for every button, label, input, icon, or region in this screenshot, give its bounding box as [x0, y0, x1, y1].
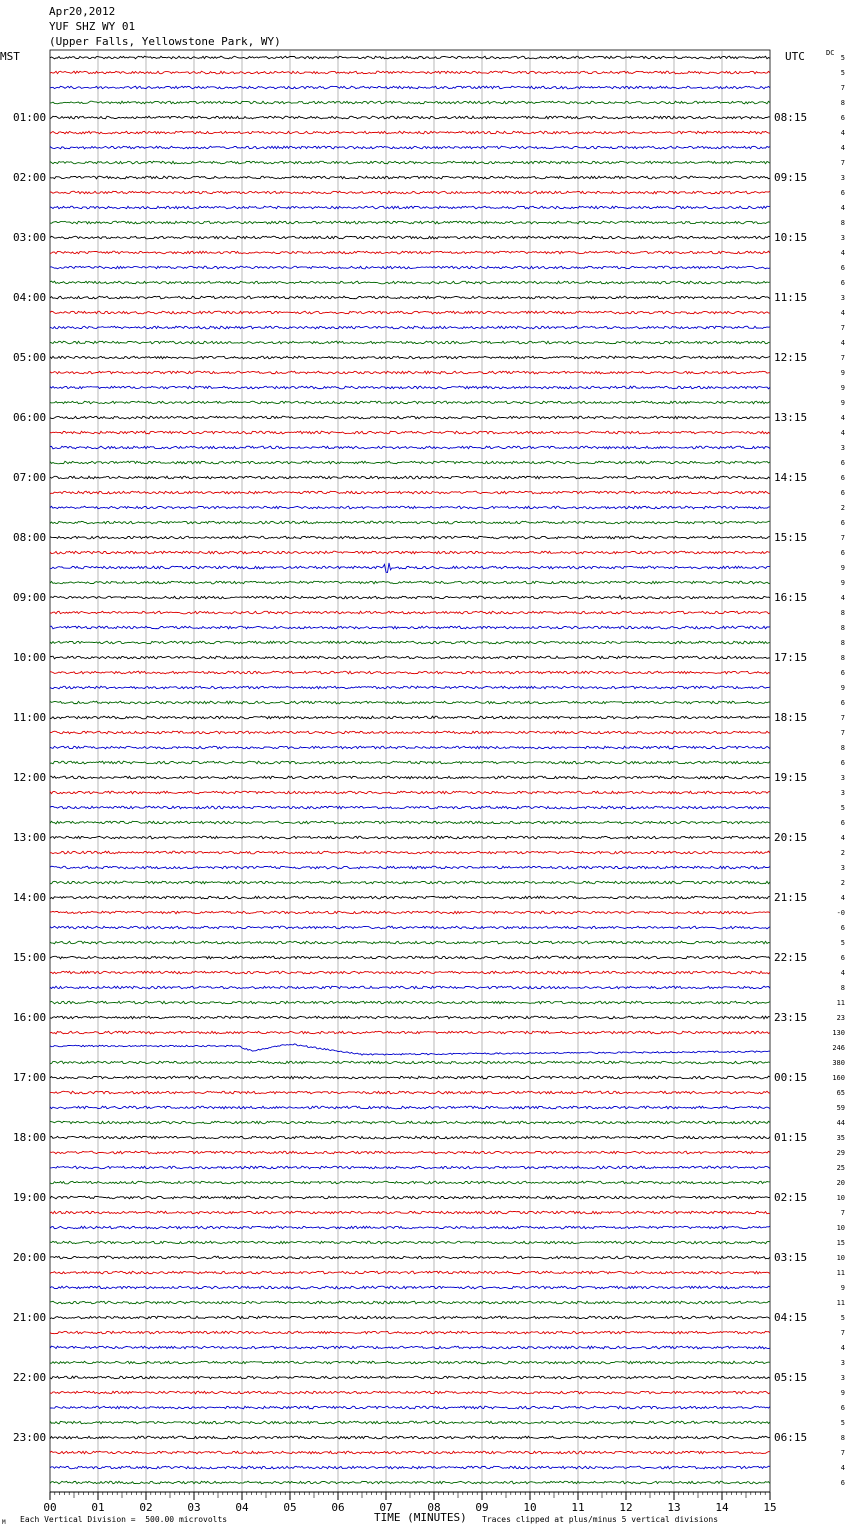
- mst-hour-label: 07:00: [13, 470, 47, 484]
- seismic-trace-37: [50, 611, 770, 614]
- dc-offset-value: 246: [832, 1043, 845, 1052]
- dc-offset-value: 8: [840, 653, 845, 662]
- left-timezone-label: MST: [0, 50, 20, 63]
- seismic-trace-81: [50, 1271, 770, 1274]
- seismic-trace-61: [50, 971, 770, 974]
- dc-offset-value: 11: [836, 1268, 845, 1277]
- dc-offset-value: 44: [836, 1118, 845, 1127]
- seismic-trace-31: [50, 521, 770, 524]
- seismic-trace-90: [50, 1406, 770, 1409]
- seismic-trace-70: [50, 1106, 770, 1109]
- seismic-trace-55: [50, 881, 770, 884]
- seismic-trace-48: [50, 776, 770, 779]
- dc-offset-value: 7: [840, 323, 845, 332]
- utc-hour-label: 00:15: [774, 1070, 808, 1084]
- seismic-trace-4: [50, 116, 770, 119]
- seismic-trace-0: [50, 56, 770, 59]
- seismic-trace-23: [50, 401, 770, 404]
- seismic-trace-69: [50, 1091, 770, 1094]
- seismic-traces: [50, 56, 770, 1484]
- seismic-trace-41: [50, 671, 770, 674]
- dc-offset-value: 6: [840, 263, 845, 272]
- utc-hour-label: 03:15: [774, 1250, 808, 1264]
- mst-hour-label: 17:00: [13, 1070, 47, 1084]
- dc-offset-value: 9: [840, 383, 845, 392]
- seismic-trace-88: [50, 1376, 770, 1379]
- seismic-trace-20: [50, 356, 770, 359]
- seismic-trace-56: [50, 896, 770, 899]
- x-tick-label: 07: [379, 1501, 393, 1514]
- dc-offset-value: 9: [840, 1388, 845, 1397]
- utc-hour-label: 19:15: [774, 770, 808, 784]
- dc-offset-value: -0: [836, 908, 845, 917]
- seismic-trace-54: [50, 866, 770, 869]
- seismic-trace-5: [50, 131, 770, 134]
- x-tick-label: 12: [619, 1501, 633, 1514]
- mst-hour-label: 02:00: [13, 170, 47, 184]
- seismic-trace-82: [50, 1286, 770, 1289]
- seismic-trace-83: [50, 1301, 770, 1304]
- seismic-trace-6: [50, 146, 770, 149]
- x-tick-label: 04: [235, 1501, 249, 1514]
- dc-offset-value: 3: [840, 788, 845, 797]
- dc-offset-value: 160: [832, 1073, 845, 1082]
- dc-header-label: DC: [826, 49, 835, 57]
- dc-offset-value: 8: [840, 1433, 845, 1442]
- dc-offset-value: 6: [840, 188, 845, 197]
- dc-offset-value: 3: [840, 863, 845, 872]
- seismic-trace-91: [50, 1421, 770, 1424]
- dc-offset-value: 9: [840, 398, 845, 407]
- mst-hour-label: 08:00: [13, 530, 47, 544]
- dc-offset-value: 4: [840, 893, 845, 902]
- seismic-trace-9: [50, 191, 770, 194]
- seismic-trace-45: [50, 731, 770, 734]
- seismic-trace-94: [50, 1466, 770, 1469]
- dc-offset-value: 9: [840, 368, 845, 377]
- clip-note: Traces clipped at plus/minus 5 vertical divisions: [482, 1515, 719, 1524]
- dc-offset-value: 11: [836, 998, 845, 1007]
- dc-offset-value: 6: [840, 113, 845, 122]
- dc-offset-value: 9: [840, 1283, 845, 1292]
- utc-hour-label: 04:15: [774, 1310, 808, 1324]
- seismic-trace-36: [50, 596, 770, 600]
- seismic-trace-2: [50, 86, 770, 89]
- mst-hour-label: 04:00: [13, 290, 47, 304]
- dc-offset-value: 11: [836, 1298, 845, 1307]
- dc-offset-value: 9: [840, 683, 845, 692]
- mst-hour-label: 09:00: [13, 590, 47, 604]
- dc-offset-value: 8: [840, 608, 845, 617]
- dc-offset-value: 10: [836, 1193, 845, 1202]
- dc-offset-value: 5: [840, 1313, 845, 1322]
- dc-offset-value: 8: [840, 98, 845, 107]
- dc-offset-value: 6: [840, 923, 845, 932]
- seismic-trace-50: [50, 806, 770, 809]
- seismic-trace-64: [50, 1016, 770, 1019]
- seismic-trace-87: [50, 1361, 770, 1364]
- dc-offset-value: 3: [840, 773, 845, 782]
- dc-offset-value: 35: [836, 1133, 845, 1142]
- seismic-trace-59: [50, 941, 770, 944]
- seismic-trace-46: [50, 746, 770, 749]
- dc-offset-value: 7: [840, 1328, 845, 1337]
- utc-hour-label: 08:15: [774, 110, 808, 124]
- x-tick-label: 13: [667, 1501, 681, 1514]
- dc-offset-value: 10: [836, 1253, 845, 1262]
- mst-hour-label: 06:00: [13, 410, 47, 424]
- seismic-trace-16: [50, 296, 770, 299]
- dc-offset-value: 4: [840, 593, 845, 602]
- x-tick-label: 03: [187, 1501, 201, 1514]
- seismic-trace-18: [50, 326, 770, 329]
- mst-hour-label: 14:00: [13, 890, 47, 904]
- seismic-trace-19: [50, 341, 770, 344]
- seismic-trace-95: [50, 1481, 770, 1484]
- dc-offset-value: 4: [840, 248, 845, 257]
- dc-offset-value: 7: [840, 83, 845, 92]
- dc-offset-value: 4: [840, 428, 845, 437]
- station-label: YUF SHZ WY 01: [49, 20, 136, 33]
- utc-hour-label: 23:15: [774, 1010, 808, 1024]
- dc-offset-value: 29: [836, 1148, 845, 1157]
- seismic-trace-84: [50, 1316, 770, 1319]
- dc-offset-value: 4: [840, 338, 845, 347]
- mst-hour-label: 01:00: [13, 110, 47, 124]
- x-tick-label: 00: [43, 1501, 57, 1514]
- dc-offset-value: 380: [832, 1058, 845, 1067]
- dc-offset-value: 10: [836, 1223, 845, 1232]
- mst-hour-label: 10:00: [13, 650, 47, 664]
- seismic-trace-53: [50, 851, 770, 854]
- dc-offset-value: 5: [840, 938, 845, 947]
- seismic-trace-80: [50, 1256, 770, 1259]
- seismic-trace-32: [50, 536, 770, 539]
- seismic-trace-49: [50, 791, 770, 794]
- mst-hour-label: 20:00: [13, 1250, 47, 1264]
- dc-offset-value: 3: [840, 293, 845, 302]
- seismic-trace-11: [50, 221, 770, 224]
- mst-hour-label: 18:00: [13, 1130, 47, 1144]
- dc-offset-value: 2: [840, 503, 845, 512]
- dc-offset-value: 6: [840, 548, 845, 557]
- seismic-trace-13: [50, 251, 770, 254]
- seismic-trace-75: [50, 1181, 770, 1184]
- dc-offset-value: 7: [840, 158, 845, 167]
- dc-offset-value: 6: [840, 488, 845, 497]
- seismic-trace-52: [50, 836, 770, 839]
- seismic-trace-17: [50, 311, 770, 314]
- x-tick-label: 11: [571, 1501, 585, 1514]
- dc-offset-value: 130: [832, 1028, 845, 1037]
- mst-hour-label: 15:00: [13, 950, 47, 964]
- dc-offset-value: 7: [840, 728, 845, 737]
- seismic-trace-39: [50, 641, 770, 644]
- dc-offset-value: 8: [840, 638, 845, 647]
- dc-offset-value: 5: [840, 53, 845, 62]
- seismic-trace-79: [50, 1241, 770, 1244]
- date-label: Apr20,2012: [49, 5, 116, 18]
- dc-offset-value: 6: [840, 473, 845, 482]
- utc-hour-label: 10:15: [774, 230, 808, 244]
- seismic-trace-44: [50, 716, 770, 719]
- dc-offset-value: 4: [840, 833, 845, 842]
- utc-hour-label: 06:15: [774, 1430, 808, 1444]
- dc-offset-value: 6: [840, 668, 845, 677]
- dc-offset-value: 59: [836, 1103, 845, 1112]
- seismic-trace-12: [50, 236, 770, 239]
- dc-offset-value: 6: [840, 518, 845, 527]
- dc-offset-value: 6: [840, 1478, 845, 1487]
- x-tick-label: 08: [427, 1501, 441, 1514]
- dc-offset-value: 7: [840, 533, 845, 542]
- seismic-trace-65: [50, 1031, 770, 1034]
- seismic-trace-29: [50, 491, 770, 494]
- scale-note: Each Vertical Division = 500.00 microvolts: [20, 1515, 228, 1524]
- mst-hour-label: 03:00: [13, 230, 47, 244]
- right-timezone-label: UTC: [785, 50, 805, 63]
- dc-offset-value: 5: [840, 1418, 845, 1427]
- utc-hour-label: 17:15: [774, 650, 808, 664]
- seismic-trace-24: [50, 416, 770, 419]
- x-axis-title: TIME (MINUTES): [374, 1511, 467, 1524]
- mst-hour-label: 12:00: [13, 770, 47, 784]
- dc-offset-value: 6: [840, 698, 845, 707]
- dc-offset-value: 8: [840, 743, 845, 752]
- dc-offset-value: 2: [840, 848, 845, 857]
- seismic-trace-66: [50, 1044, 770, 1055]
- dc-offset-value: 9: [840, 563, 845, 572]
- seismic-trace-26: [50, 446, 770, 449]
- seismic-trace-76: [50, 1196, 770, 1199]
- dc-offset-value: 25: [836, 1163, 845, 1172]
- corner-mark: M: [2, 1519, 6, 1526]
- utc-hour-label: 13:15: [774, 410, 808, 424]
- dc-offset-value: 8: [840, 623, 845, 632]
- mst-hour-label: 21:00: [13, 1310, 47, 1324]
- dc-offset-value: 6: [840, 953, 845, 962]
- dc-offset-value: 4: [840, 143, 845, 152]
- utc-hour-label: 16:15: [774, 590, 808, 604]
- seismic-trace-28: [50, 476, 770, 479]
- seismic-trace-7: [50, 161, 770, 164]
- dc-offset-value: 9: [840, 578, 845, 587]
- utc-hour-label: 21:15: [774, 890, 808, 904]
- utc-hour-label: 20:15: [774, 830, 808, 844]
- utc-hour-label: 09:15: [774, 170, 808, 184]
- dc-offset-value: 4: [840, 203, 845, 212]
- location-label: (Upper Falls, Yellowstone Park, WY): [49, 35, 281, 48]
- seismic-trace-21: [50, 371, 770, 374]
- mst-hour-label: 23:00: [13, 1430, 47, 1444]
- seismic-trace-38: [50, 626, 770, 629]
- utc-hour-label: 22:15: [774, 950, 808, 964]
- utc-hour-label: 12:15: [774, 350, 808, 364]
- utc-hour-label: 11:15: [774, 290, 808, 304]
- seismic-trace-27: [50, 461, 770, 464]
- dc-offset-value: 8: [840, 983, 845, 992]
- mst-hour-label: 19:00: [13, 1190, 47, 1204]
- seismic-trace-34: [50, 563, 770, 573]
- dc-offset-value: 15: [836, 1238, 845, 1247]
- dc-offset-value: 5: [840, 803, 845, 812]
- dc-offset-value: 8: [840, 218, 845, 227]
- seismic-trace-51: [50, 821, 770, 824]
- seismic-trace-30: [50, 506, 770, 509]
- dc-offset-value: 6: [840, 458, 845, 467]
- dc-offset-value: 6: [840, 758, 845, 767]
- dc-offset-value: 20: [836, 1178, 845, 1187]
- seismic-trace-47: [50, 761, 770, 764]
- mst-hour-label: 05:00: [13, 350, 47, 364]
- seismic-trace-63: [50, 1001, 770, 1004]
- seismic-trace-58: [50, 926, 770, 929]
- dc-offset-value: 6: [840, 278, 845, 287]
- seismic-trace-57: [50, 911, 770, 914]
- seismic-trace-72: [50, 1136, 770, 1139]
- dc-offset-value: 23: [836, 1013, 845, 1022]
- seismic-trace-89: [50, 1391, 770, 1394]
- dc-offset-value: 7: [840, 713, 845, 722]
- dc-offset-value: 2: [840, 878, 845, 887]
- seismic-trace-15: [50, 281, 770, 284]
- seismic-trace-77: [50, 1211, 770, 1214]
- utc-hour-label: 18:15: [774, 710, 808, 724]
- seismic-trace-1: [50, 71, 770, 74]
- seismic-trace-86: [50, 1346, 770, 1349]
- dc-offset-value: 7: [840, 353, 845, 362]
- utc-hour-label: 14:15: [774, 470, 808, 484]
- seismic-trace-60: [50, 956, 770, 959]
- seismic-trace-92: [50, 1436, 770, 1439]
- utc-hour-label: 05:15: [774, 1370, 808, 1384]
- dc-offset-value: 6: [840, 818, 845, 827]
- mst-hour-label: 11:00: [13, 710, 47, 724]
- dc-offset-value: 5: [840, 68, 845, 77]
- dc-offset-value: 65: [836, 1088, 845, 1097]
- dc-offset-value: 4: [840, 968, 845, 977]
- x-tick-label: 05: [283, 1501, 297, 1514]
- dc-offset-value: 4: [840, 1343, 845, 1352]
- x-tick-label: 02: [139, 1501, 153, 1514]
- seismic-trace-8: [50, 176, 770, 179]
- dc-offset-value: 3: [840, 1373, 845, 1382]
- x-tick-label: 14: [715, 1501, 729, 1514]
- seismic-trace-78: [50, 1226, 770, 1229]
- seismic-trace-71: [50, 1121, 770, 1124]
- seismic-trace-42: [50, 686, 770, 689]
- x-tick-label: 15: [763, 1501, 777, 1514]
- seismic-trace-22: [50, 386, 770, 389]
- x-tick-label: 09: [475, 1501, 489, 1514]
- seismic-trace-68: [50, 1076, 770, 1079]
- seismic-trace-14: [50, 266, 770, 269]
- dc-offset-value: 3: [840, 233, 845, 242]
- dc-offset-value: 4: [840, 308, 845, 317]
- dc-offset-value: 3: [840, 443, 845, 452]
- dc-offset-value: 3: [840, 173, 845, 182]
- dc-offset-value: 7: [840, 1208, 845, 1217]
- seismic-trace-3: [50, 101, 770, 104]
- dc-offset-value: 7: [840, 1448, 845, 1457]
- dc-offset-value: 3: [840, 1358, 845, 1367]
- dc-offset-value: 4: [840, 128, 845, 137]
- seismic-trace-40: [50, 656, 770, 659]
- utc-hour-label: 02:15: [774, 1190, 808, 1204]
- seismic-trace-93: [50, 1451, 770, 1454]
- seismic-trace-85: [50, 1331, 770, 1334]
- dc-offset-value: 4: [840, 413, 845, 422]
- dc-offset-value: 6: [840, 1403, 845, 1412]
- seismic-trace-35: [50, 581, 770, 584]
- seismic-trace-62: [50, 986, 770, 989]
- utc-hour-label: 01:15: [774, 1130, 808, 1144]
- seismic-trace-74: [50, 1166, 770, 1169]
- utc-hour-label: 15:15: [774, 530, 808, 544]
- x-tick-label: 06: [331, 1501, 345, 1514]
- seismic-trace-43: [50, 701, 770, 704]
- seismic-trace-33: [50, 551, 770, 554]
- seismic-trace-10: [50, 206, 770, 209]
- dc-offset-value: 4: [840, 1463, 845, 1472]
- seismic-trace-25: [50, 431, 770, 434]
- seismic-trace-67: [50, 1061, 770, 1064]
- x-tick-label: 10: [523, 1501, 537, 1514]
- x-tick-label: 01: [91, 1501, 105, 1514]
- mst-hour-label: 22:00: [13, 1370, 47, 1384]
- mst-hour-label: 16:00: [13, 1010, 47, 1024]
- mst-hour-label: 13:00: [13, 830, 47, 844]
- seismic-trace-73: [50, 1151, 770, 1154]
